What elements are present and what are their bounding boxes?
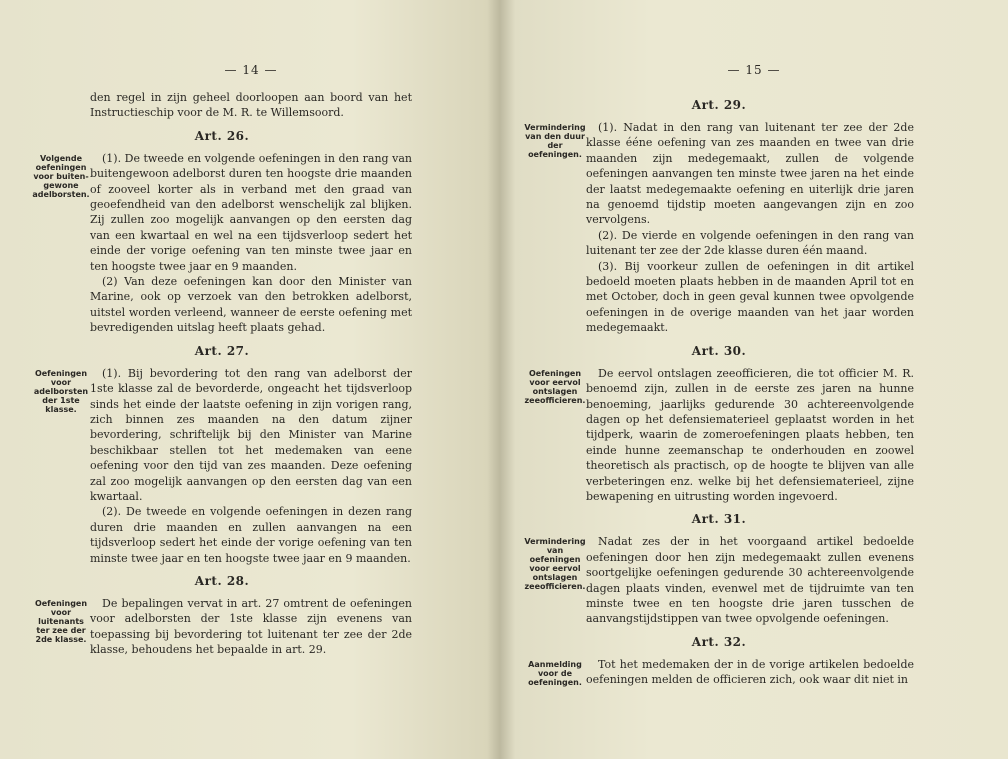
page-number: — 14 — [224, 63, 278, 77]
intro-text: den regel in zijn geheel doorloopen aan boord van het Instructieschip voor de M. R. te Willemsoord. [90, 91, 412, 120]
paragraph: De eervol ontslagen zeeofficieren, die tot officier M. R. benoemd zijn, zullen in de eerste zes jaren na hunne benoeming, jaarlijks gedurende 30 achtereenvolgende dagen op het defensiematerieel geplaatst worden in het tijdperk, waarin de zomeroefeningen plaats hebben, ten einde hunne zeemanschap te onderhouden en zoowel theoretisch als practisch, op de hoogte te blijven van alle verbeteringen enz. welke bij het defensiematerieel, zijne bewapening en uitrusting worden ingevoerd. [586, 366, 914, 503]
article-heading: Art. 26. [194, 128, 250, 143]
article-section [32, 596, 412, 658]
page-content [32, 90, 412, 658]
article-heading: Art. 31. [691, 512, 747, 527]
article-heading: Art. 30. [691, 343, 747, 358]
paragraph: Nadat zes der in het voorgaand artikel bedoelde oefeningen door hen zijn medegemaakt zullen evenens soortgelijke oefeningen gedurende 30 achtereenvolgende dagen plaats vinden, evenwel met de tijdruimte van ten minste twee en ten hoogste drie jaren tusschen de aanvangstijdstippen van twee opvolgende oefeningen. [586, 535, 914, 626]
article-heading: Art. 32. [691, 634, 747, 649]
paragraph: (2). De tweede en volgende oefeningen in dezen rang duren drie maanden en zullen aanvangen na een tijdsverloop sedert het einde der vorige oefening van ten minste twee jaar en ten hoogste twee jaar en 9 maanden. [90, 505, 412, 565]
article-section [524, 366, 914, 505]
paragraph: (1). Bij bevordering tot den rang van adelborst der 1ste klasse zal de bevorderde, ongeacht het tijdsverloop sinds het einde der laatste oefening in zijn vorigen rang, zich binnen zes maanden na den datum zijner bevordering, schriftelijk bij den Minister van Marine beschikbaar stellen tot het medemaken van eene oefening voor den tijd van zes maanden. Deze oefening zal zoo mogelijk aanvangen op den eersten dag van een kwartaal. [90, 366, 412, 503]
margin-note: Aanmelding voor de oefeningen. [528, 659, 582, 687]
page-content [524, 90, 914, 688]
paragraph: (3). Bij voorkeur zullen de oefeningen in dit artikel bedoeld moeten plaats hebben in de maanden April tot en met October, doch in geen geval kunnen twee opvolgende oefeningen in de overige maanden van het jaar worden medegemaakt. [586, 259, 914, 335]
margin-note: Vermindering van oefeningen voor eervol ontslagen zeeofficieren. [524, 537, 586, 592]
paragraph: (2) Van deze oefeningen kan door den Minister van Marine, ook op verzoek van den betrokken adelborst, uitstel worden verleend, wanneer de eerste oefening met bevredigenden uitslag heeft plaats gehad. [90, 275, 412, 335]
margin-note: Oefeningen voor eervol ontslagen zeeofficieren. [524, 368, 586, 405]
paragraph: Tot het medemaken der in de vorige artikelen bedoelde oefeningen melden de officieren zich, ook waar dit niet in [586, 657, 914, 687]
paragraph: (1). Nadat in den rang van luitenant ter zee der 2de klasse ééne oefening van zes maanden en twee van drie maanden zijn medegemaakt, zullen de volgende oefeningen aanvangen ten minste twee jaren na het einde der laatst medegemaakte oefening en uiterlijk drie jaren na genoemd tijdstip moeten aangevangen zijn en zoo vervolgens. [586, 121, 914, 227]
article-section [524, 120, 914, 336]
article-section [524, 534, 914, 626]
left-page [0, 0, 502, 759]
right-page [500, 0, 1008, 759]
article-heading: Art. 27. [194, 343, 250, 358]
margin-note: Oefeningen voor adelborsten der 1ste klasse. [33, 368, 89, 414]
article-heading: Art. 28. [194, 573, 250, 588]
page-number: — 15 — [727, 63, 781, 77]
article-section [524, 657, 914, 688]
article-section [32, 151, 412, 336]
margin-note: Oefeningen voor luitenants ter zee der 2de klasse. [34, 598, 88, 644]
article-section [32, 366, 412, 566]
paragraph: (2). De vierde en volgende oefeningen in den rang van luitenant ter zee der 2de klasse duren één maand. [586, 228, 914, 258]
article-heading: Art. 29. [691, 98, 747, 112]
paragraph: (1). De tweede en volgende oefeningen in den rang van buitengewoon adelborst duren ten hoogste drie maanden of zooveel korter als in verband met den graad van geoefendheid van den adelborst wenschelijk zal blijken. Zij zullen zoo mogelijk aanvangen op den eersten dag van een kwartaal en wel na een tijdsverloop sedert het einde der vorige oefening van ten minste twee jaar en ten hoogste twee jaar en 9 maanden. [90, 151, 412, 273]
margin-note: Volgende oefeningen voor buiten-gewone adelborsten. [32, 153, 90, 199]
margin-note: Vermindering van den duur der oefeningen. [524, 123, 586, 159]
paragraph: De bepalingen vervat in art. 27 omtrent de oefeningen voor adelborsten der 1ste klasse zijn evenens van toepassing bij bevordering tot luitenant ter zee der 2de klasse, behoudens het bepaalde in art. 29. [90, 596, 412, 657]
